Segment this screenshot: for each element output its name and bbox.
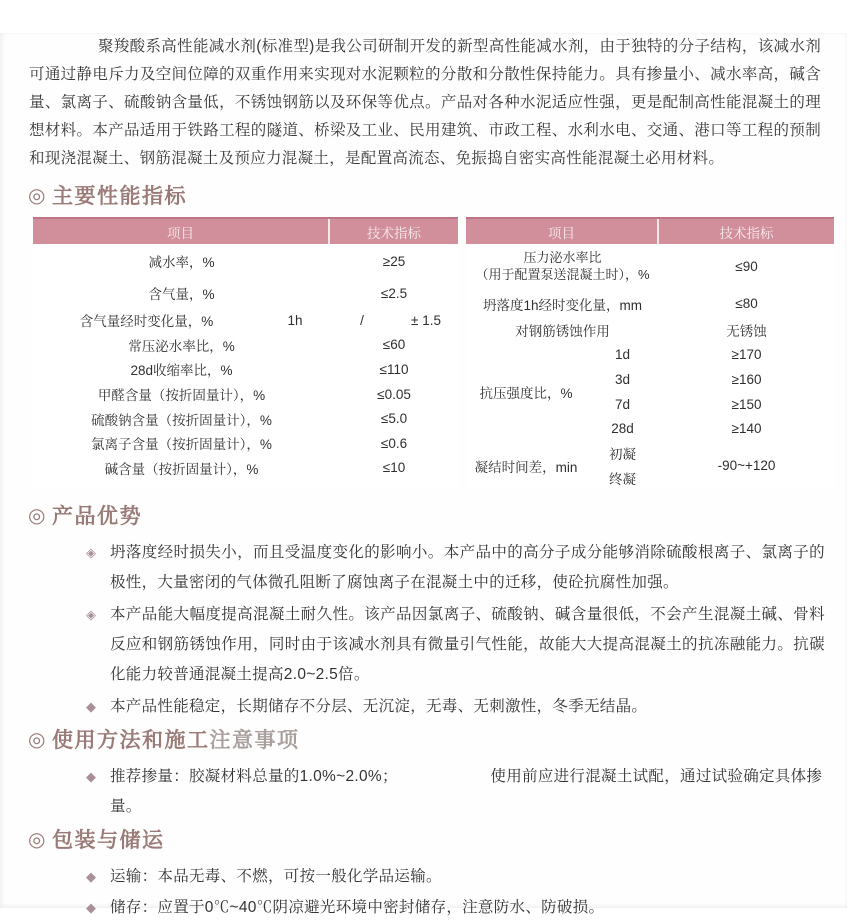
diamond-bullet-icon: ◆ [86, 869, 97, 885]
row-item-text: 含气量经时变化量，% [79, 314, 214, 330]
table-row [33, 357, 458, 382]
packing-list [0, 862, 847, 922]
row-item-line1: 压力泌水率比 [523, 250, 602, 265]
table-row-strength-group [466, 343, 834, 441]
group-values [659, 343, 834, 441]
section-heading-performance [28, 186, 847, 208]
list-item [86, 600, 825, 690]
list-item [86, 538, 825, 598]
row-value: ≤90 [735, 259, 758, 274]
table-row [466, 318, 834, 343]
setting-sub-label: 初凝 [609, 447, 636, 463]
row-value: -90~+120 [717, 458, 776, 474]
performance-tables [33, 217, 847, 490]
section-title: 产品优势 [51, 505, 142, 529]
list-item-text: 储存：应置于0℃~40℃阴凉避光环境中密封储存，注意防水、防破损。 [110, 899, 605, 917]
row-value: ≤110 [379, 361, 409, 377]
row-item-label: 含气量，% [148, 287, 215, 302]
row-value: ≤0.05 [377, 386, 411, 402]
age-label: 28d [611, 421, 634, 437]
section-circle-icon: ◎ [28, 505, 47, 528]
section-title: 主要性能指标 [51, 185, 187, 208]
column-header-item: 项目 [466, 219, 659, 244]
table-row [33, 244, 458, 278]
row-value: ≤60 [382, 337, 406, 353]
row-value: ≤0.6 [380, 435, 408, 451]
row-slash: / [360, 312, 364, 328]
row-value: 无锈蚀 [726, 324, 767, 340]
section-circle-icon: ◎ [28, 185, 47, 207]
list-item-text: 坍落度经时损失小，而且受温度变化的影响小。本产品中的高分子成分能够消除硫酸根离子、氯离子的极性，大量密闭的气体微孔阻断了腐蚀离子在混凝土中的迁移，使砼抗腐性加强。 [110, 544, 825, 592]
list-item [86, 862, 825, 891]
table-row-air-change [33, 308, 458, 333]
list-item [86, 762, 825, 822]
column-header-item: 项目 [33, 219, 330, 244]
row-value [330, 313, 458, 328]
table-row [33, 278, 458, 308]
section-circle-icon: ◎ [28, 829, 47, 852]
row-item-label: 氯离子含量（按折固量计），% [91, 437, 272, 453]
diamond-bullet-icon: ◆ [86, 769, 97, 785]
section-circle-icon: ◎ [28, 729, 47, 752]
list-item-text: 本产品性能稳定，长期储存不分层、无沉淀，无毒、无刺激性，冬季无结晶。 [110, 698, 648, 716]
row-item-label: 28d收缩率比，% [130, 363, 233, 379]
row-item-label: 常压泌水率比，% [128, 338, 235, 354]
row-time-label: 1h [287, 312, 303, 328]
table-header-row [466, 217, 834, 244]
row-value: ≤10 [382, 460, 406, 476]
usage-list [0, 762, 847, 822]
table-row-pressure-bleeding [466, 244, 834, 289]
row-item-label: 碱含量（按折固量计），% [104, 461, 259, 477]
row-value: ≥25 [382, 253, 406, 269]
section-heading-advantages [28, 506, 847, 528]
table-row [33, 333, 458, 358]
group-label: 凝结时间差，min [474, 459, 578, 475]
row-value: ≤80 [735, 296, 758, 311]
section-heading-usage [28, 730, 847, 752]
perf-table-right [466, 217, 834, 490]
diamond-bullet-icon: ◈ [86, 607, 97, 623]
row-item-label: 甲醛含量（按折固量计），% [97, 388, 266, 404]
section-title: 使用方法和施工 [51, 729, 210, 753]
group-setting-subs [586, 441, 659, 490]
age-label: 7d [614, 396, 631, 412]
diamond-bullet-icon: ◆ [86, 699, 97, 715]
usage-note-text: 使用前应进行混凝土试配，通过试验确定具体掺量。 [110, 768, 823, 816]
list-item [86, 692, 825, 722]
column-header-value: 技术指标 [367, 225, 421, 241]
table-row [33, 456, 458, 481]
row-value-text: ± 1.5 [411, 312, 441, 328]
row-value: ≥150 [731, 396, 762, 412]
row-item-label: 硫酸钠含量（按折固量计），% [91, 412, 272, 428]
row-item-label: 坍落度1h经时变化量，mm [482, 297, 642, 313]
table-row [466, 289, 834, 318]
perf-table-left [33, 217, 458, 490]
table-row [33, 382, 458, 407]
row-item-line2: （用于配置泵送混凝土时），% [475, 266, 650, 282]
table-header-row [33, 217, 458, 244]
list-item-text: 本产品能大幅度提高混凝土耐久性。该产品因氯离子、硫酸钠、碱含量很低，不会产生混凝土碱、骨料反应和钢筋锈蚀作用，同时由于该减水剂具有微量引气性能，故能大大提高混凝土的抗冻融能力。抗碳化能力较普通混凝土提高2.0~2.5倍。 [110, 606, 825, 684]
table-row-setting-group [466, 441, 834, 490]
age-label: 3d [614, 371, 631, 387]
row-item-label [33, 310, 330, 330]
list-item [86, 893, 825, 922]
document-page [0, 33, 847, 917]
group-label: 抗压强度比，% [479, 385, 573, 401]
diamond-bullet-icon: ◆ [86, 900, 97, 916]
age-label: 1d [614, 347, 631, 363]
row-value: ≤2.5 [380, 285, 408, 301]
row-value: ≤5.0 [380, 411, 408, 427]
row-item-label: 减水率，% [148, 255, 215, 270]
column-header-value: 技术指标 [719, 225, 774, 241]
row-value: ≥140 [731, 421, 762, 437]
dosage-text: 推荐掺量：胶凝材料总量的1.0%~2.0%； [110, 768, 398, 786]
section-heading-packing [28, 830, 847, 852]
row-item-label [466, 250, 659, 283]
row-item-label: 对钢筋锈蚀作用 [515, 324, 610, 340]
diamond-bullet-icon: ◈ [86, 545, 97, 561]
advantages-list [0, 538, 847, 722]
row-value: ≥160 [731, 371, 762, 387]
section-title: 包装与储运 [51, 829, 165, 853]
group-ages [586, 343, 659, 441]
setting-sub-label: 终凝 [609, 471, 636, 487]
intro-paragraph: 聚羧酸系高性能减水剂(标准型)是我公司研制开发的新型高性能减水剂，由于独特的分子结构，该减水剂可通过静电斥力及空间位障的双重作用来实现对水泥颗粒的分散和分散性保持能力。具有掺量小、减水率高，碱含量、氯离子、硫酸钠含量低，不锈蚀钢筋以及环保等优点。产品对各种水泥适应性强，更是配制高性能混凝土的理想材料。本产品适用于铁路工程的隧道、桥梁及工业、民用建筑、市政工程、水利水电、交通、港口等工程的预制和现浇混凝土、钢筋混凝土及预应力混凝土，是配置高流态、免振捣自密实高性能混凝土必用材料。 [29, 38, 821, 167]
list-item-text: 运输：本品无毒、不燃，可按一般化学品运输。 [110, 868, 442, 886]
section-title-faded: 注意事项 [209, 729, 300, 753]
table-row [33, 431, 458, 456]
row-value: ≥170 [731, 347, 762, 363]
table-row [33, 406, 458, 431]
